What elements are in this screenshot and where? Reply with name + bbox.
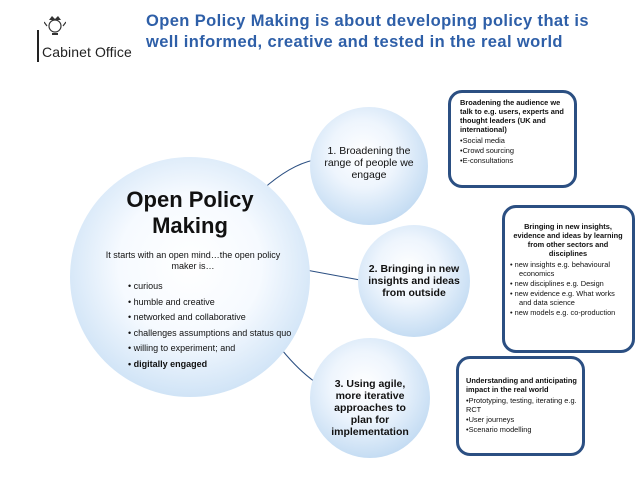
box-1-heading: Broadening the audience we talk to e.g. users, experts and thought leaders (UK and international) [460, 98, 564, 134]
detail-box-1 [448, 90, 577, 188]
list-item: • new insights e.g. behavioural economics [510, 260, 610, 278]
list-item: •User journeys [466, 415, 515, 424]
trait-item: • curious [128, 281, 163, 291]
step-3-circle [310, 338, 430, 458]
step-2-label: 2. Bringing in new insights and ideas from outside [368, 263, 460, 299]
detail-box-2 [502, 205, 635, 353]
main-intro: It starts with an open mind…the open policy maker is… [105, 250, 281, 271]
org-name: Cabinet Office [42, 44, 132, 60]
box-3-list [466, 396, 577, 434]
box-3-heading: Understanding and anticipating impact in the real world [466, 376, 577, 394]
main-title-line-1: Open Policy [126, 187, 254, 212]
list-item: • new disciplines e.g. Design [510, 279, 604, 288]
title-line-1: Open Policy Making is about developing policy that is [146, 12, 589, 30]
list-item: •Scenario modelling [466, 425, 532, 434]
box-2-heading: Bringing in new insights, evidence and ideas by learning from other sectors and disciplines [513, 222, 623, 258]
main-title [70, 187, 310, 239]
list-item: •Prototyping, testing, iterating e.g. RCT [466, 396, 577, 414]
list-item: • new models e.g. co-production [510, 308, 616, 317]
detail-box-3 [456, 356, 585, 456]
title-line-2: well informed, creative and tested in the real world [146, 33, 563, 51]
box-2-list [510, 260, 626, 317]
step-1-circle [310, 107, 428, 225]
trait-list [128, 281, 298, 374]
list-item: •E-consultations [460, 156, 514, 165]
step-2-circle [358, 225, 470, 337]
list-item: •Social media [460, 136, 505, 145]
trait-item: • willing to experiment; and [128, 343, 236, 353]
list-item: • new evidence e.g. What works and data science [510, 289, 615, 307]
trait-item: • challenges assumptions and status quo [128, 327, 292, 338]
trait-item: • humble and creative [128, 296, 215, 307]
step-3-label: 3. Using agile, more iterative approaches to plan for implementation [331, 378, 409, 438]
trait-item: • networked and collaborative [128, 312, 246, 322]
trait-item: • digitally engaged [128, 358, 208, 369]
main-circle [70, 157, 310, 397]
main-title-line-2: Making [152, 213, 228, 238]
connector-1 [262, 160, 314, 190]
connector-2 [306, 270, 360, 280]
box-1-list [460, 136, 568, 165]
step-1-label: 1. Broadening the range of people we engage [324, 145, 414, 181]
list-item: •Crowd sourcing [460, 146, 514, 155]
